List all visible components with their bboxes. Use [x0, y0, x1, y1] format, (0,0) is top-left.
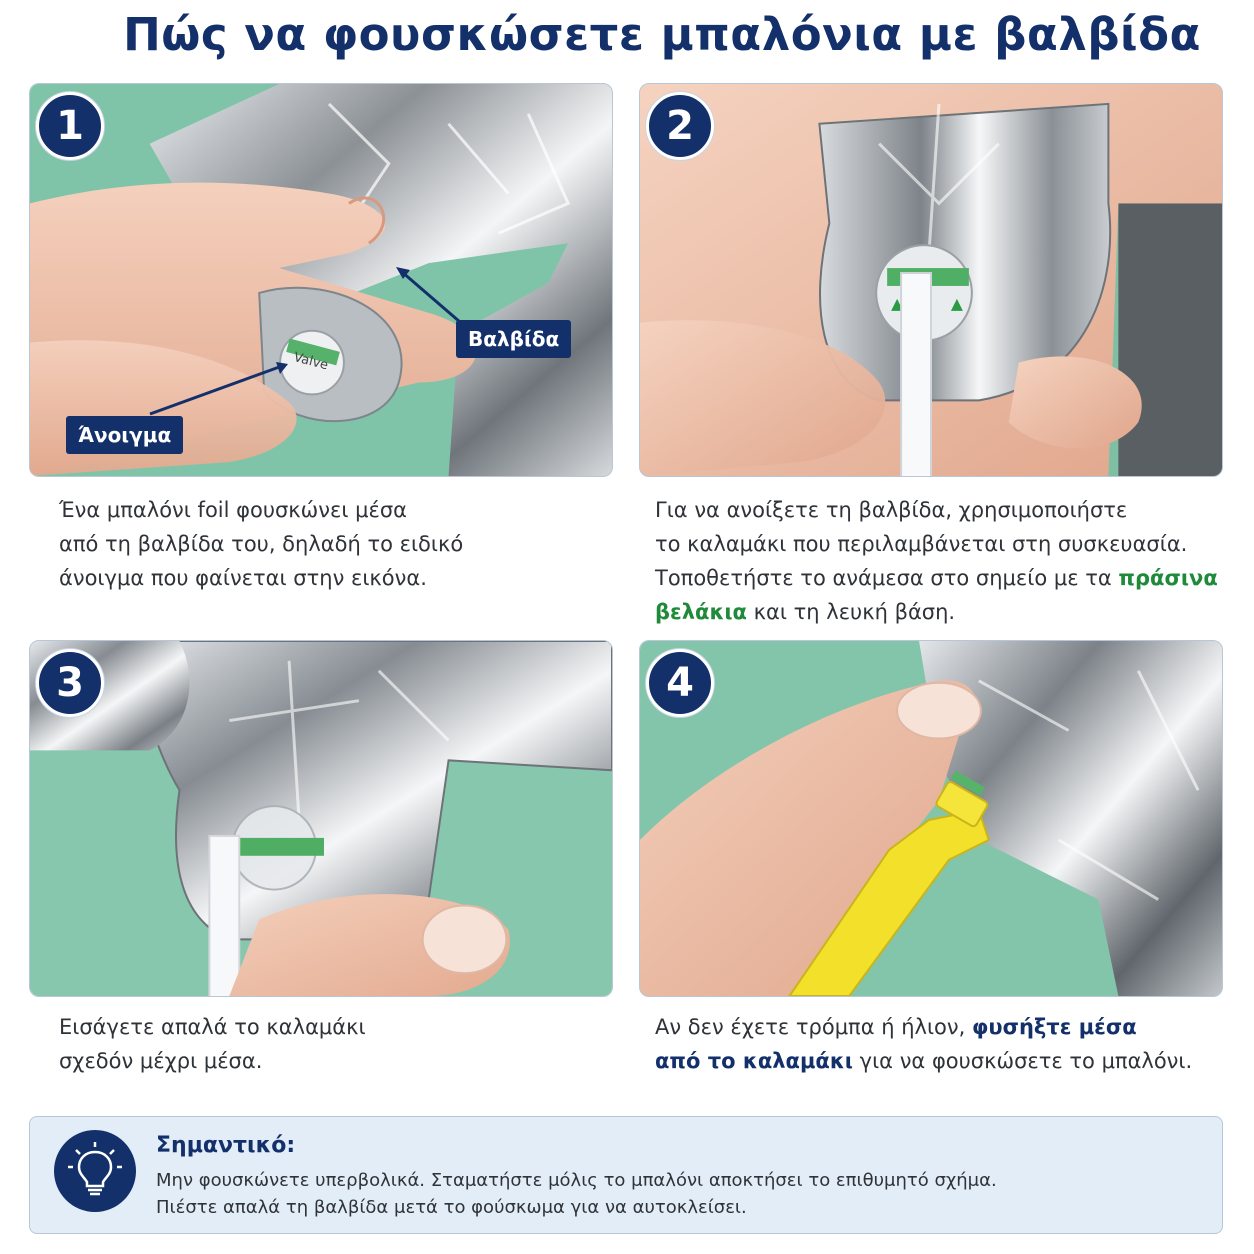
- step-1-badge: 1: [36, 92, 104, 160]
- step-2-caption: Για να ανοίξετε τη βαλβίδα, χρησιμοποιήστε το καλαμάκι που περιλαμβάνεται στη συσκευασία. Τοποθετήστε το ανάμεσα στο σημείο με τα πράσινα βελάκια και τη λευκή βάση.: [655, 498, 1218, 624]
- page-title: Πώς να φουσκώσετε μπαλόνια με βαλβίδα: [123, 8, 1201, 61]
- step-2-panel: [639, 83, 1223, 477]
- step-2-photo: [640, 84, 1222, 476]
- step-4-panel: [639, 640, 1223, 997]
- blow-highlight-2: από το καλαμάκι: [655, 1049, 853, 1073]
- important-note: [29, 1116, 1223, 1234]
- green-arrows-highlight-2: βελάκια: [655, 600, 747, 624]
- note-line-1: Μην φουσκώνετε υπερβολικά. Σταματήστε μόλις το μπαλόνι αποκτήσει το επιθυμητό σχήμα.: [156, 1170, 997, 1191]
- step-4-badge: 4: [646, 649, 714, 717]
- step-4-caption: Αν δεν έχετε τρόμπα ή ήλιον, φυσήξτε μέσα από το καλαμάκι για να φουσκώσετε το μπαλόνι.: [655, 1015, 1193, 1073]
- note-line-2: Πιέστε απαλά τη βαλβίδα μετά το φούσκωμα για να αυτοκλείσει.: [156, 1197, 747, 1218]
- valve-sticker-label: Valve: [291, 349, 330, 374]
- step-3-badge: 3: [36, 649, 104, 717]
- valve-callout: Βαλβίδα: [456, 320, 571, 358]
- blow-highlight: φυσήξτε μέσα: [971, 1015, 1137, 1039]
- step-1-caption: Ένα μπαλόνι foil φουσκώνει μέσα από τη βαλβίδα του, δηλαδή το ειδικό άνοιγμα που φαίνεται στην εικόνα.: [59, 498, 464, 590]
- step-3-photo: [30, 641, 612, 996]
- step-3-caption: Εισάγετε απαλά το καλαμάκι σχεδόν μέχρι μέσα.: [59, 1015, 366, 1073]
- step-1-panel: [29, 83, 613, 477]
- lightbulb-icon: [54, 1130, 136, 1212]
- note-title: Σημαντικό:: [156, 1133, 296, 1158]
- step-4-photo: [640, 641, 1222, 996]
- step-2-badge: 2: [646, 92, 714, 160]
- step-3-panel: [29, 640, 613, 997]
- green-arrows-highlight: πράσινα: [1118, 566, 1218, 590]
- opening-callout: Άνοιγμα: [66, 416, 183, 454]
